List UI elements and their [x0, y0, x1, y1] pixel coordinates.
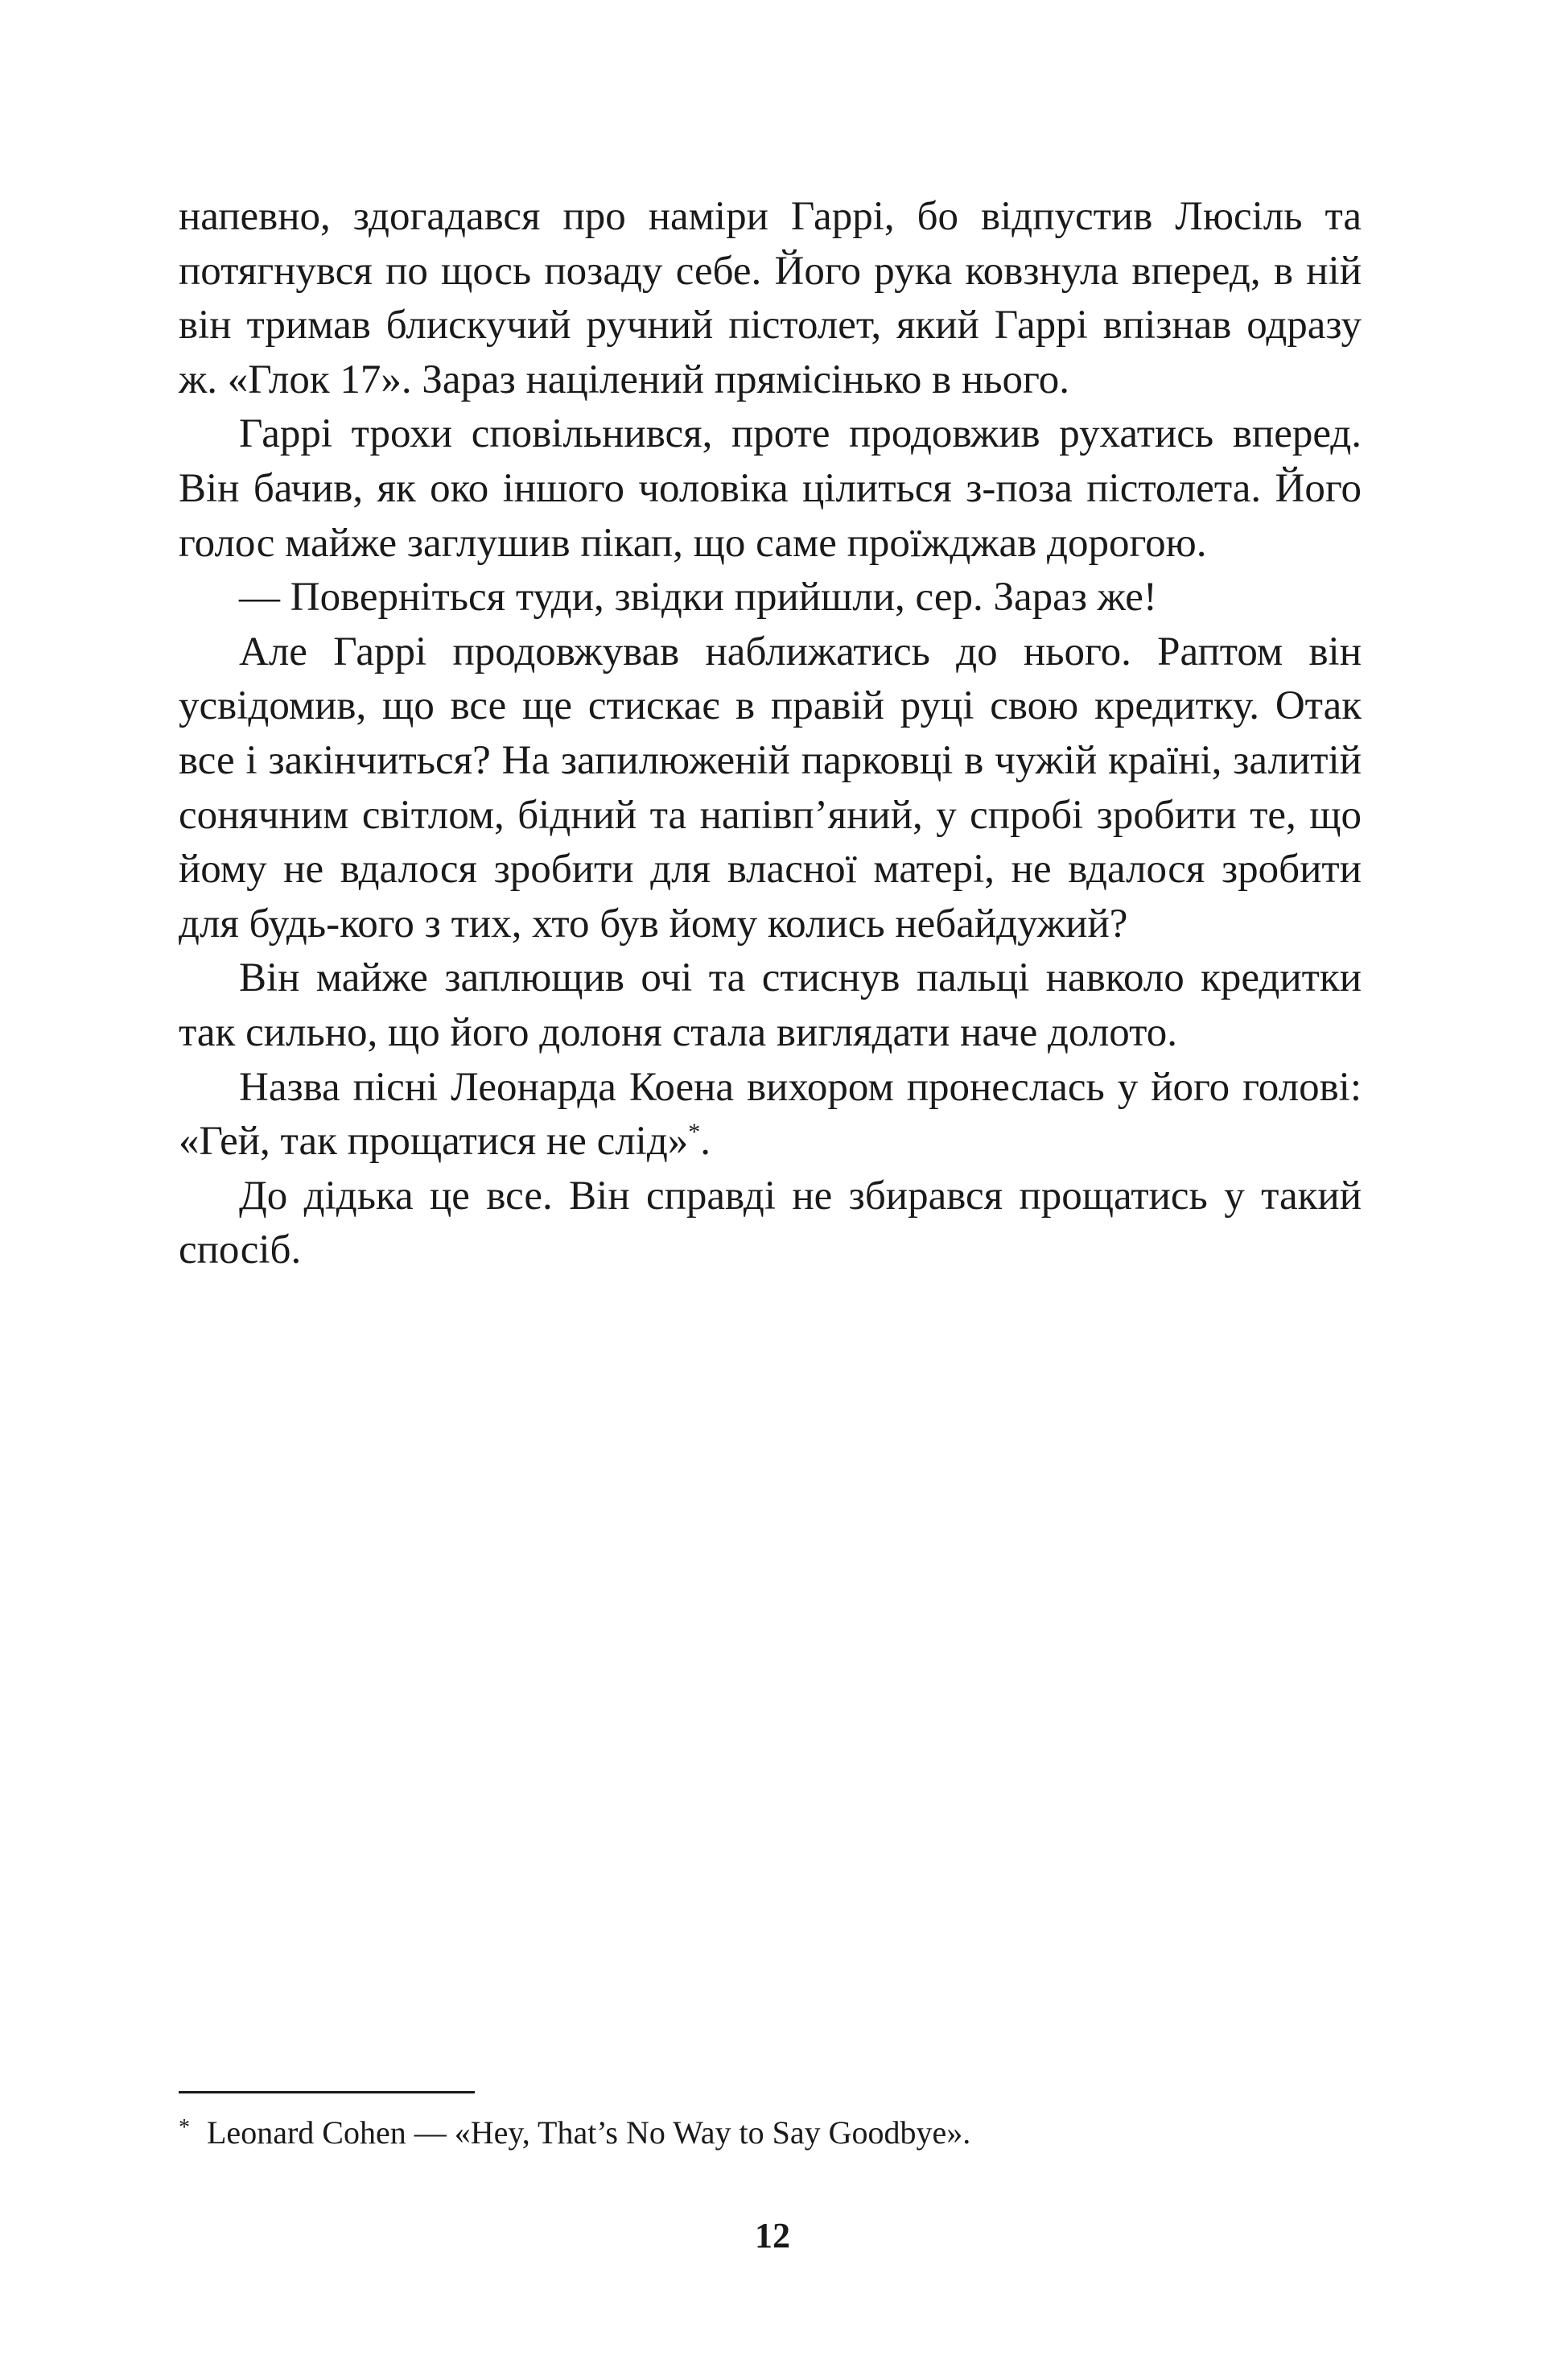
footnote-marker: * [179, 2115, 190, 2140]
paragraph-2: Гаррі трохи сповільнився, проте продовжив рухатись вперед. Він бачив, як око іншого чоловіка цілиться з-поза пістолета. Його голос майже заглушив пікап, що саме проїжджав дорогою. [179, 411, 1362, 566]
paragraph-6 [179, 1061, 1362, 1169]
footnote [179, 2112, 1362, 2154]
footnote-reference: * [688, 1119, 701, 1146]
paragraph-3: — Поверніться туди, звідки прийшли, сер. Зараз же! [239, 575, 1157, 621]
paragraph-6-end: . [700, 1119, 711, 1165]
paragraph-7: До дідька це все. Він справді не збирався прощатись у такий спосіб. [179, 1173, 1362, 1273]
paragraph-4: Але Гаррі продовжував наближатись до нього. Раптом він усвідомив, що все ще стискає в правій руці свою кредитку. Отак все і закінчиться? На запилюженій парковці в чужій країні, залитій сонячним світлом, бідний та напівп’яний, у спробі зробити те, що йому не вдалося зробити для власної матері, не вдалося зробити для будь-кого з тих, хто був йому колись небайдужий? [179, 629, 1362, 947]
paragraph-1: напевно, здогадався про наміри Гаррі, бо відпустив Люсіль та потягнувся по щось позаду себе. Його рука ковзнула вперед, в ній він тримав блискучий ручний пістолет, який Гаррі впізнав одразу ж. «Глок 17». Зараз націлений прямісінько в нього. [179, 194, 1362, 402]
body-text [179, 190, 1362, 1278]
paragraph-5: Він майже заплющив очі та стиснув пальці навколо кредитки так сильно, що його долоня стала виглядати наче долото. [179, 955, 1362, 1055]
footnote-text: Leonard Cohen — «Hey, That’s No Way to Say Goodbye». [207, 2114, 971, 2151]
page-number: 12 [755, 2216, 790, 2255]
paragraph-6-text: Назва пісні Леонарда Коена вихором пронеслась у його голові: «Гей, так прощатися не слід» [179, 1064, 1362, 1165]
footnote-divider [179, 2091, 475, 2093]
